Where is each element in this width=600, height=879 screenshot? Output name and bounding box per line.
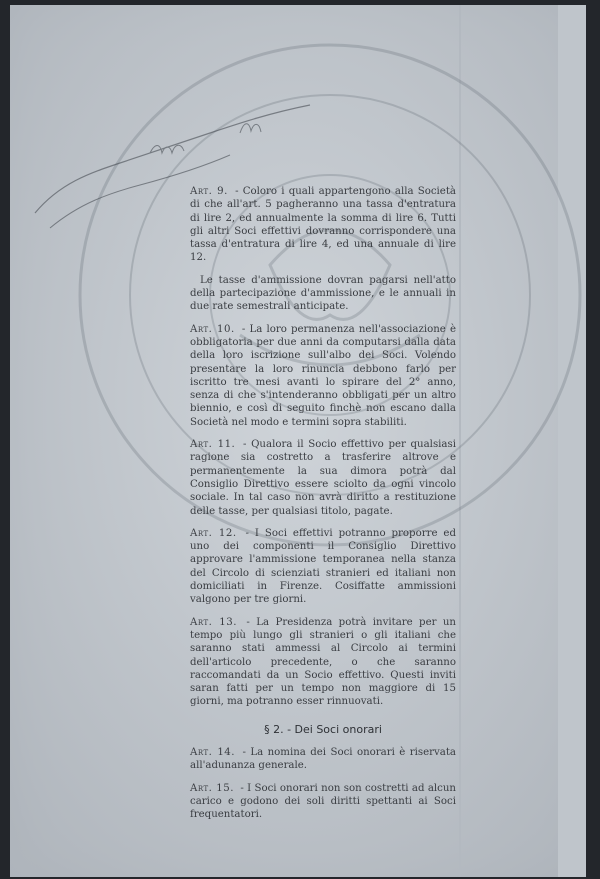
section-title: § 2. - Dei Soci onorari xyxy=(264,722,382,736)
article-label: Art. 15. xyxy=(190,782,234,794)
article-label: Art. 9. xyxy=(190,186,228,197)
article-9-continued xyxy=(190,274,456,314)
text-column xyxy=(190,185,456,830)
article-text: - Qualora il Socio effettivo per qualsiasi ragione sia costretto a trasferire altrove e permanentemente la sua dimora potrà dal Consiglio Direttivo essere sciolto da ogni vincolo sociale. In tal caso non avrà diritto a restituzione delle tasse, per qualsiasi titolo, pagate. xyxy=(190,439,456,517)
article-15 xyxy=(190,782,456,822)
article-label: Art. 11. xyxy=(190,439,236,451)
article-label: Art. 10. xyxy=(190,323,235,335)
article-text: - I Soci onorari non son costretti ad alcun carico e godono dei soli diritti spettanti ai Soci frequentatori. xyxy=(190,782,456,821)
article-label: Art. 13. xyxy=(190,616,238,628)
article-text: - La Presidenza potrà invitare per un tempo più lungo gli stranieri o gli italiani che saranno stati ammessi al Circolo ai termini dell'articolo precedente, o che saranno raccomandati da un Socio effettivo. Questi inviti saran fatti per un tempo non maggiore di 15 giorni, ma potranno esser rinnuovati. xyxy=(190,616,456,708)
article-12 xyxy=(190,527,456,607)
article-9 xyxy=(190,185,456,265)
article-11 xyxy=(190,438,456,518)
article-14 xyxy=(190,746,456,773)
article-text: - I Soci effettivi potranno proporre ed uno dei componenti il Consiglio Direttivo approvare l'ammissione temporanea nella stanza del Circolo di scienziati stranieri ed italiani non domiciliati in Firenze. Cosiffatte ammissioni valgono per tre giorni. xyxy=(190,527,456,606)
article-text: - La loro permanenza nell'associazione è obbligatoria per due anni da computarsi dalla data della loro iscrizione sull'albo dei Soci. Volendo presentare la loro rinuncia debbono farlo per iscritto tre mesi avanti lo spirare del 2° anno, senza di che s'intenderanno obbligati per un altro biennio, e così di seguito finchè non escano dalla Società nel modo e termini sopra stabiliti. xyxy=(190,323,456,428)
document-page xyxy=(10,5,586,877)
article-text: Le tasse d'ammissione dovran pagarsi nell'atto della partecipazione d'ammissione, e le annuali in due rate semestrali anticipate. xyxy=(190,274,456,313)
article-label: Art. 14. xyxy=(190,746,236,758)
article-label: Art. 12. xyxy=(190,527,237,539)
article-10 xyxy=(190,323,456,429)
article-13 xyxy=(190,616,456,709)
article-text: - Coloro i quali appartengono alla Società di che all'art. 5 pagheranno una tassa d'entratura di lire 2, ed annualmente la somma di lire 6. Tutti gli altri Soci effettivi dovranno corrispondere una tassa d'entratura di lire 4, ed una annuale di lire 12. xyxy=(190,186,457,264)
article-text: - La nomina dei Soci onorari è riservata all'adunanza generale. xyxy=(190,746,456,772)
